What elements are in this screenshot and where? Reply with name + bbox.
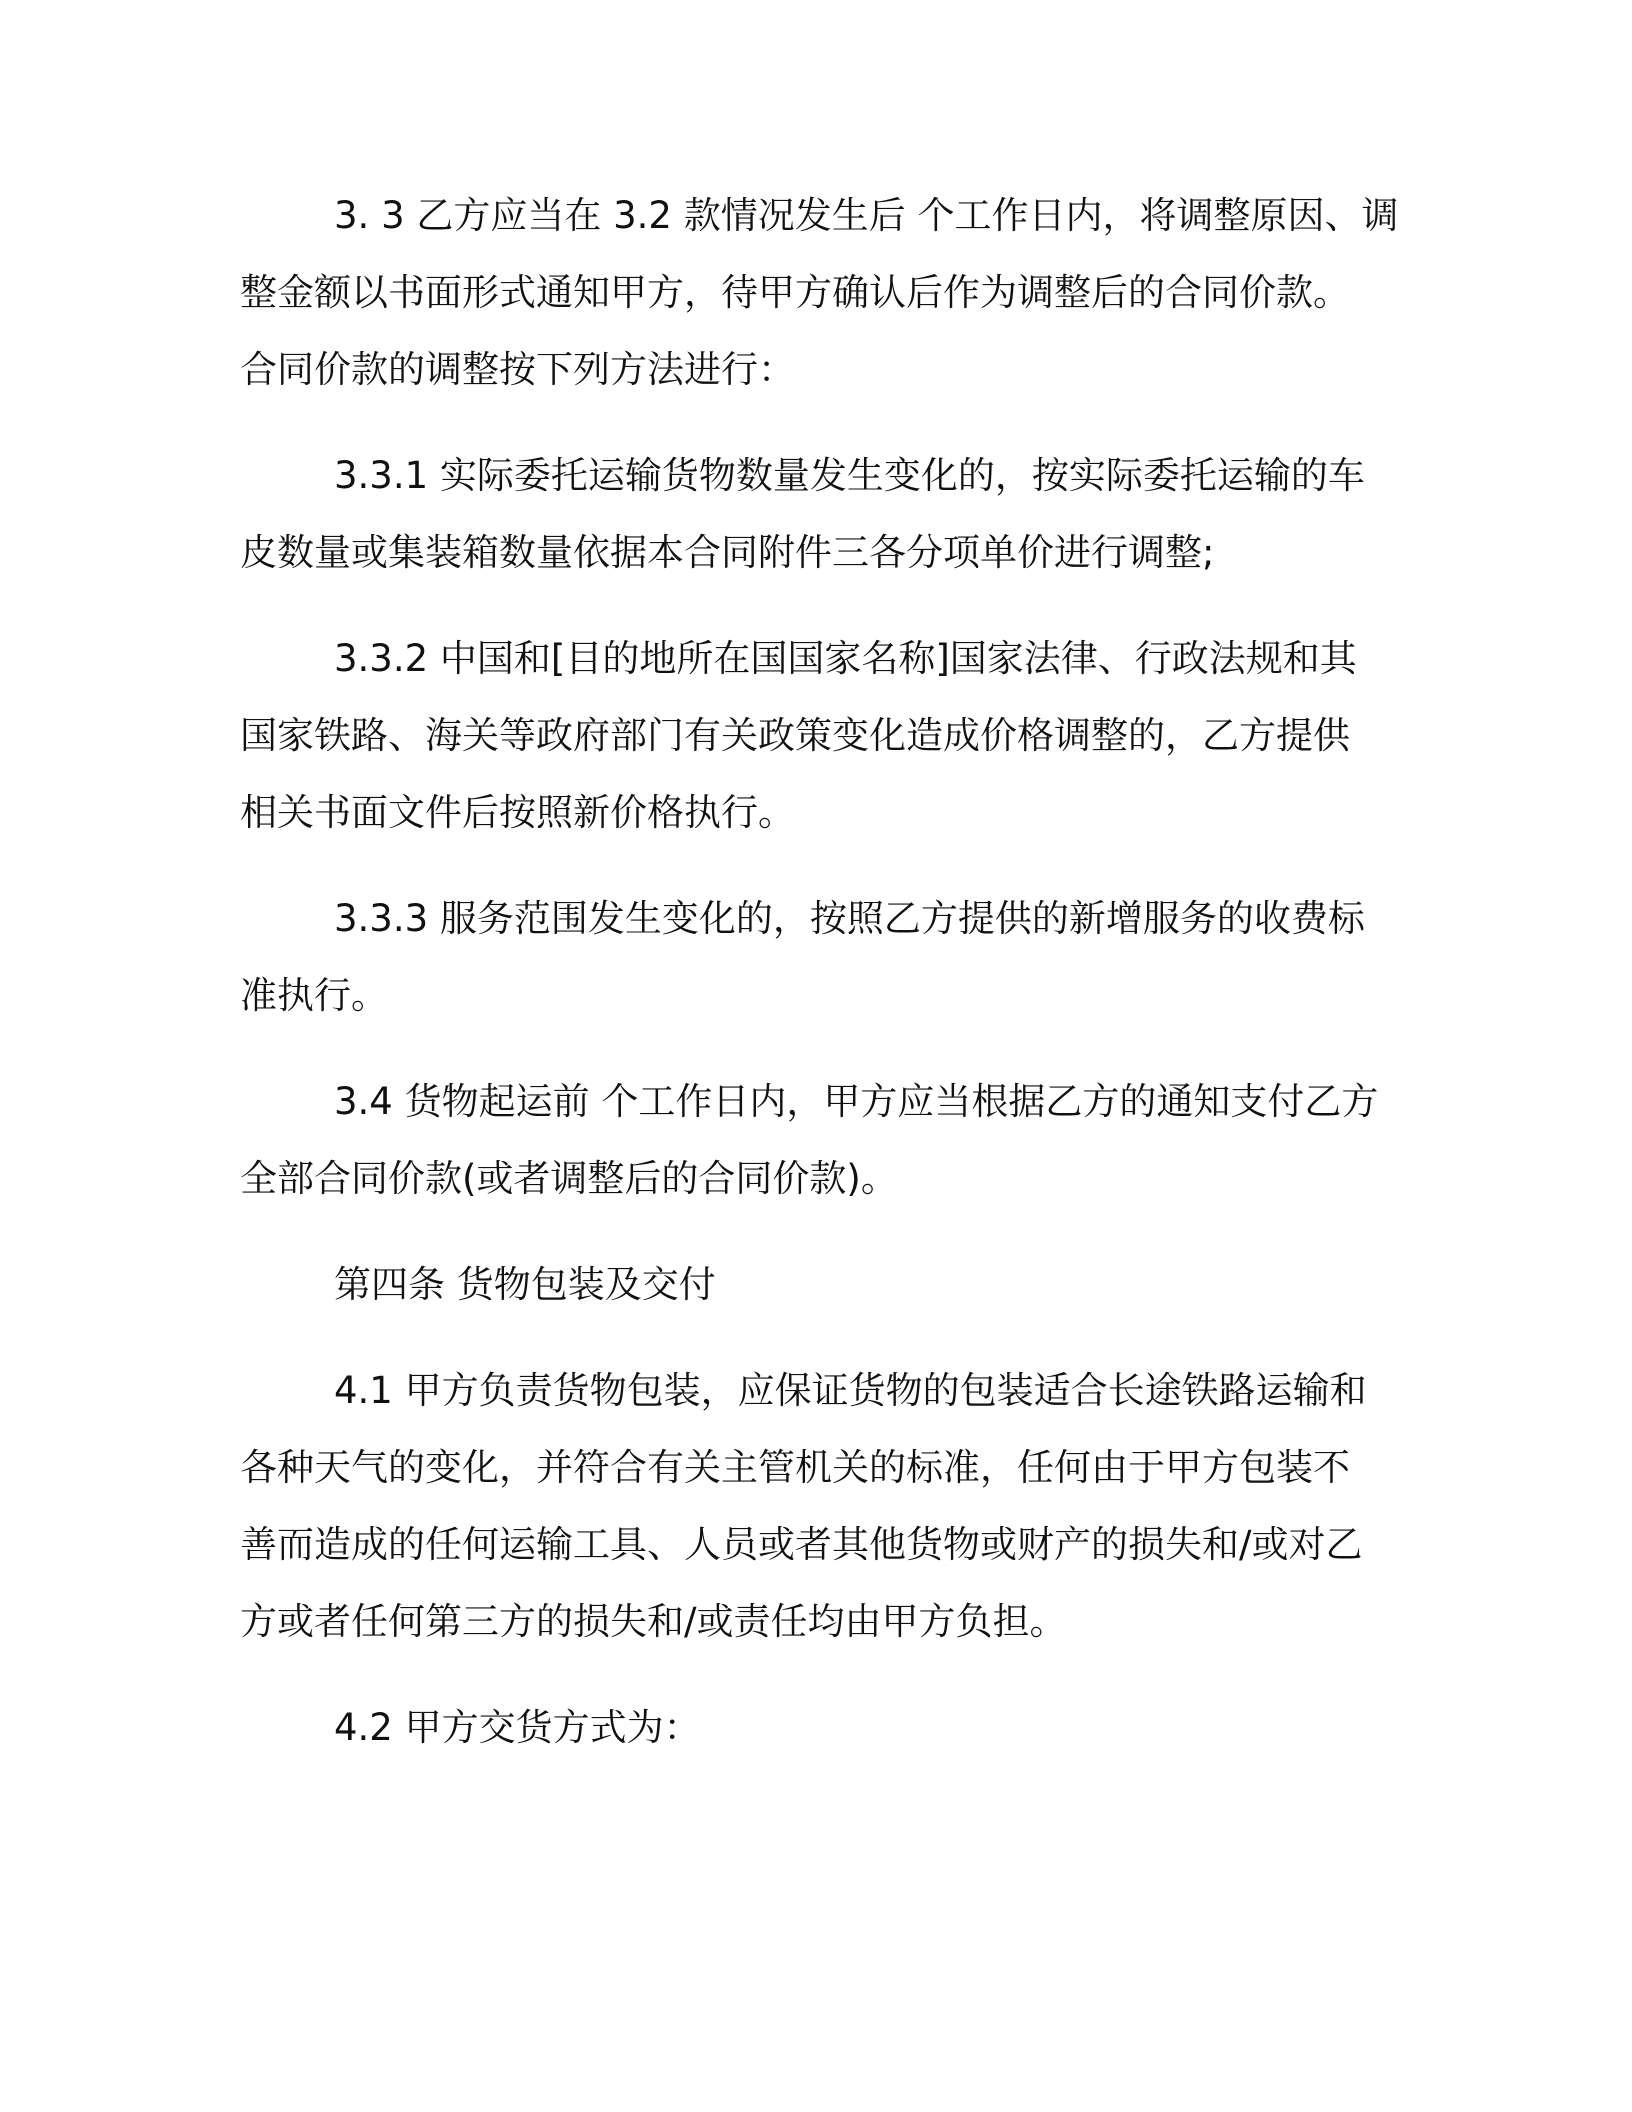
clause-3-3-2-line-1: 3.3.2 中国和[目的地所在国国家名称]国家法律、行政法规和其	[334, 637, 1357, 680]
clause-3-3-3-line-1: 3.3.3 服务范围发生变化的，按照乙方提供的新增服务的收费标	[334, 897, 1365, 940]
clause-4-1-line-1: 4.1 甲方负责货物包装，应保证货物的包装适合长途铁路运输和	[334, 1369, 1367, 1412]
clause-3-3-3-line-2: 准执行。	[240, 974, 388, 1017]
article-4-heading: 第四条 货物包装及交付	[334, 1263, 716, 1306]
clause-4-1-line-3: 善而造成的任何运输工具、人员或者其他货物或财产的损失和/或对乙	[240, 1523, 1363, 1566]
clause-3-3-2-line-3: 相关书面文件后按照新价格执行。	[240, 791, 795, 834]
clause-3-3-line-2: 整金额以书面形式通知甲方，待甲方确认后作为调整后的合同价款。	[240, 271, 1350, 314]
clause-3-3-2-line-2: 国家铁路、海关等政府部门有关政策变化造成价格调整的，乙方提供	[240, 714, 1350, 757]
clause-3-4-line-2: 全部合同价款(或者调整后的合同价款)。	[240, 1157, 898, 1200]
clause-3-4-line-1: 3.4 货物起运前 个工作日内，甲方应当根据乙方的通知支付乙方	[334, 1080, 1379, 1123]
clause-3-3-line-3: 合同价款的调整按下列方法进行：	[240, 348, 795, 391]
clause-4-1-line-2: 各种天气的变化，并符合有关主管机关的标准，任何由于甲方包装不	[240, 1446, 1350, 1489]
clause-3-3-1-line-1: 3.3.1 实际委托运输货物数量发生变化的，按实际委托运输的车	[334, 454, 1365, 497]
clause-3-3-1-line-2: 皮数量或集装箱数量依据本合同附件三各分项单价进行调整;	[240, 531, 1215, 574]
clause-3-3-line-1: 3. 3 乙方应当在 3.2 款情况发生后 个工作日内，将调整原因、调	[334, 194, 1399, 237]
clause-4-1-line-4: 方或者任何第三方的损失和/或责任均由甲方负担。	[240, 1600, 1067, 1643]
clause-4-2-line-1: 4.2 甲方交货方式为：	[334, 1706, 701, 1749]
